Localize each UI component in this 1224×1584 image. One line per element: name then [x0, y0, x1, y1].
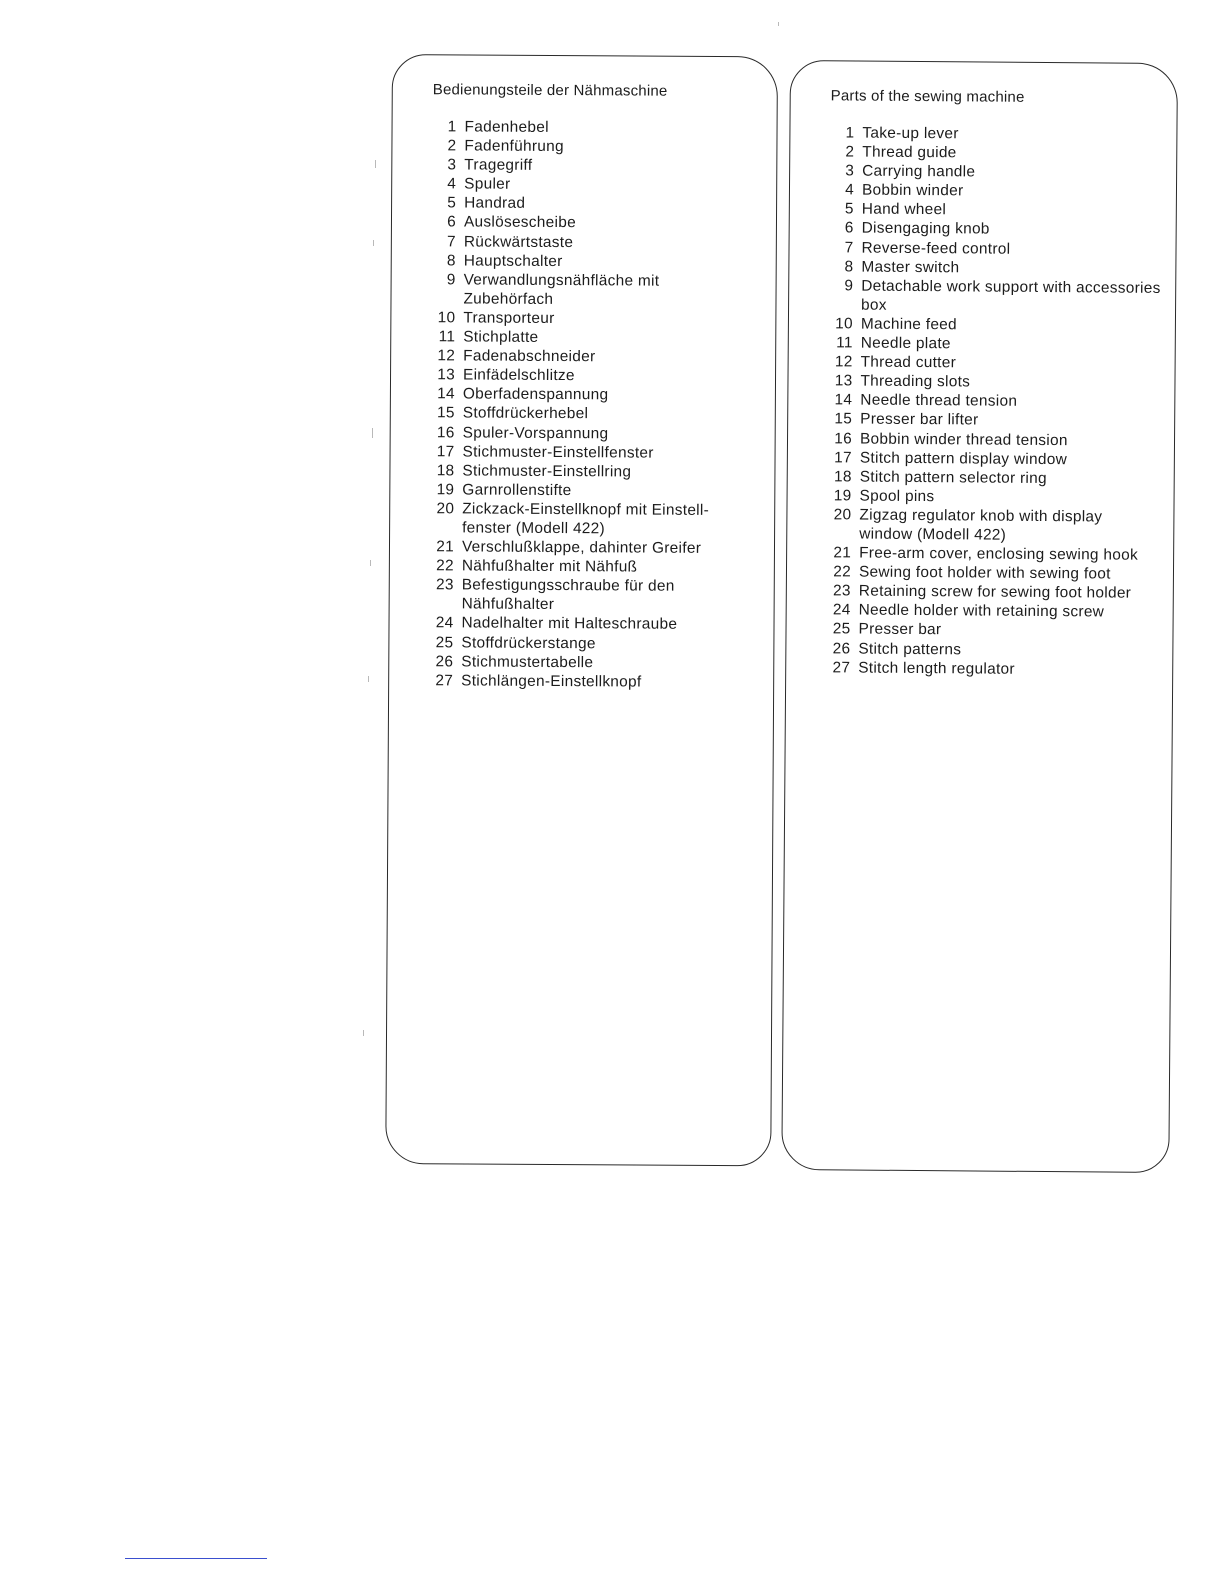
item-number: 21 — [833, 544, 852, 562]
item-label: Rückwärtstaste — [463, 233, 574, 251]
english-parts-item — [821, 562, 1159, 584]
item-label: Nadelhalter mit Halteschraube — [461, 614, 678, 634]
item-label: Spuler — [464, 175, 511, 194]
english-parts-item — [822, 410, 1160, 432]
german-parts-list — [423, 117, 754, 692]
german-parts-item — [425, 442, 753, 463]
item-label: Stitch pattern selector ring — [859, 468, 1047, 487]
item-label: Fadenführung — [464, 137, 564, 156]
item-number: 14 — [437, 385, 455, 403]
english-parts-item — [822, 467, 1160, 489]
german-parts-item — [426, 136, 754, 157]
item-label: Stoffdrückerstange — [461, 633, 596, 652]
english-parts-panel — [781, 60, 1178, 1173]
german-parts-item — [423, 671, 751, 692]
item-label: Threading slots — [860, 372, 971, 391]
item-number: 19 — [436, 481, 455, 499]
item-label: Spool pins — [859, 487, 935, 505]
item-number: 20 — [833, 506, 852, 524]
english-panel-title: Parts of the sewing machine — [830, 87, 1025, 106]
item-label: Garnrollenstifte — [462, 481, 572, 499]
english-parts-item — [821, 601, 1159, 623]
item-label: Oberfadenspannung — [462, 385, 609, 404]
english-parts-item — [822, 448, 1160, 470]
item-number: 5 — [447, 194, 457, 212]
german-parts-item — [423, 652, 751, 673]
item-label: Transporteur — [463, 309, 555, 327]
item-label: Zigzag regulator knob with display window (Modell 422) — [859, 506, 1103, 544]
item-number: 15 — [834, 410, 853, 428]
english-parts-item — [824, 142, 1162, 164]
item-number: 25 — [832, 620, 851, 638]
item-number: 5 — [844, 200, 854, 218]
scan-speck — [368, 676, 369, 682]
item-number: 9 — [844, 277, 854, 295]
item-number: 21 — [436, 538, 455, 556]
item-number: 3 — [845, 162, 855, 180]
item-label: Presser bar lifter — [860, 410, 979, 429]
item-label: Bobbin winder — [861, 181, 964, 200]
english-parts-item — [823, 333, 1161, 355]
item-label: Retaining screw for sewing foot holder — [858, 582, 1132, 602]
item-label: Stitch patterns — [858, 640, 962, 658]
scan-speck — [363, 1030, 364, 1036]
german-parts-item — [423, 633, 751, 654]
item-label: Nähfußhalter mit Nähfuß — [461, 557, 638, 576]
german-parts-item — [426, 251, 754, 272]
german-parts-item — [425, 327, 753, 348]
item-number: 23 — [435, 576, 454, 594]
english-parts-item — [824, 200, 1162, 222]
item-number: 14 — [834, 391, 853, 409]
german-parts-item — [425, 404, 753, 425]
item-label: Verwandlungsnähfläche mit Zubehörfach — [463, 271, 660, 308]
item-number: 6 — [844, 219, 854, 237]
item-label: Sewing foot holder with sewing foot — [858, 563, 1111, 583]
german-parts-item — [425, 385, 753, 406]
item-number: 22 — [833, 563, 852, 581]
item-number: 4 — [845, 181, 855, 199]
item-number: 25 — [435, 633, 454, 651]
item-number: 22 — [436, 557, 454, 575]
german-parts-item — [426, 232, 754, 253]
scan-speck — [370, 560, 371, 566]
item-number: 26 — [832, 639, 851, 658]
item-label: Carrying handle — [862, 162, 976, 181]
item-number: 18 — [833, 468, 852, 486]
english-parts-item — [823, 276, 1161, 317]
english-parts-item — [824, 219, 1162, 241]
item-number: 16 — [436, 423, 455, 441]
item-label: Free-arm cover, enclosing sewing hook — [859, 544, 1139, 564]
item-number: 23 — [833, 582, 851, 600]
item-number: 8 — [446, 251, 456, 270]
item-label: Stitch length regulator — [858, 659, 1015, 678]
item-label: Stichmustertabelle — [461, 653, 594, 671]
item-label: Thread cutter — [860, 353, 957, 372]
item-number: 13 — [834, 372, 853, 390]
english-parts-item — [821, 582, 1159, 604]
german-parts-item — [424, 575, 752, 615]
english-parts-item — [824, 181, 1162, 203]
item-label: Hand wheel — [861, 200, 947, 219]
item-number: 1 — [845, 124, 855, 142]
item-label: Master switch — [861, 258, 960, 276]
german-parts-item — [424, 499, 752, 539]
item-number: 19 — [833, 487, 852, 505]
item-number: 20 — [436, 500, 455, 518]
german-panel-title: Bedienungsteile der Nähmaschine — [432, 81, 668, 100]
german-parts-item — [424, 461, 752, 482]
german-parts-item — [424, 537, 752, 558]
item-label: Reverse-feed control — [861, 239, 1011, 258]
german-parts-item — [424, 556, 752, 577]
english-parts-item — [823, 314, 1161, 336]
english-parts-item — [823, 238, 1161, 260]
item-label: Stichmuster-Einstellfenster — [462, 443, 654, 462]
scan-speck — [373, 240, 374, 246]
item-label: Spuler-Vorspannung — [462, 423, 609, 442]
item-label: Verschlußklappe, dahinter Greifer — [461, 538, 702, 557]
item-label: Einfädelschlitze — [462, 366, 575, 385]
item-label: Zickzack-Einstellknopf mit Einstell-fenster (Modell 422) — [462, 500, 710, 538]
item-label: Fadenhebel — [464, 118, 549, 136]
english-parts-item — [820, 620, 1158, 642]
item-label: Needle plate — [860, 334, 951, 353]
english-parts-item — [822, 429, 1160, 451]
english-parts-item — [821, 505, 1159, 546]
item-number: 3 — [447, 156, 457, 174]
scan-speck — [375, 160, 376, 168]
item-label: Stichlängen-Einstellknopf — [461, 672, 642, 691]
item-label: Needle holder with retaining screw — [858, 601, 1105, 621]
item-label: Thread guide — [862, 143, 957, 162]
item-label: Fadenabschneider — [463, 347, 596, 366]
item-number: 8 — [844, 258, 854, 276]
footer-rule — [125, 1558, 267, 1559]
item-label: Detachable work support with accessories box — [861, 277, 1161, 314]
item-label: Tragegriff — [464, 156, 533, 175]
item-label: Needle thread tension — [860, 391, 1018, 411]
german-parts-item — [424, 480, 752, 501]
english-parts-item — [820, 639, 1158, 661]
item-label: Stichplatte — [463, 328, 539, 346]
item-number: 17 — [834, 448, 852, 467]
item-number: 4 — [447, 175, 457, 193]
german-parts-item — [425, 270, 753, 310]
german-parts-panel — [385, 54, 778, 1166]
item-number: 1 — [447, 118, 457, 136]
item-number: 27 — [832, 658, 851, 677]
english-parts-item — [823, 352, 1161, 374]
item-number: 27 — [435, 671, 454, 690]
english-parts-list — [820, 123, 1162, 679]
item-number: 12 — [437, 347, 456, 365]
item-number: 12 — [834, 353, 853, 371]
english-parts-item — [821, 543, 1159, 565]
item-number: 7 — [446, 232, 456, 250]
german-parts-item — [423, 614, 751, 635]
item-number: 16 — [834, 429, 853, 447]
item-label: Hauptschalter — [463, 252, 563, 270]
item-number: 7 — [844, 238, 854, 257]
english-parts-item — [822, 391, 1160, 413]
item-number: 17 — [436, 442, 455, 460]
item-label: Machine feed — [860, 315, 958, 334]
german-parts-item — [425, 365, 753, 386]
english-parts-item — [820, 658, 1158, 680]
german-parts-item — [425, 308, 753, 329]
german-parts-item — [426, 117, 754, 138]
german-parts-item — [426, 213, 754, 234]
item-number: 2 — [845, 143, 855, 161]
item-number: 13 — [437, 366, 456, 384]
english-parts-item — [822, 371, 1160, 393]
scan-speck — [778, 22, 779, 26]
item-label: Disengaging knob — [861, 220, 990, 239]
item-label: Stoffdrückerhebel — [462, 404, 589, 423]
item-label: Stitch pattern display window — [859, 449, 1068, 468]
item-number: 24 — [832, 601, 851, 619]
item-label: Take-up lever — [862, 124, 959, 143]
item-number: 26 — [435, 652, 454, 671]
german-parts-item — [426, 155, 754, 176]
english-parts-item — [824, 123, 1162, 145]
german-parts-item — [426, 174, 754, 195]
item-number: 24 — [435, 614, 454, 632]
item-label: Handrad — [464, 194, 526, 213]
english-parts-item — [824, 161, 1162, 183]
item-number: 2 — [447, 137, 457, 155]
item-number: 9 — [446, 271, 456, 289]
item-number: 11 — [836, 334, 853, 352]
item-number: 11 — [438, 328, 456, 346]
item-label: Befestigungsschraube für den Nähfußhalter — [461, 576, 675, 614]
item-label: Presser bar — [858, 620, 942, 639]
item-label: Bobbin winder thread tension — [859, 430, 1068, 449]
german-parts-item — [426, 194, 754, 215]
item-number: 6 — [447, 213, 457, 231]
german-parts-item — [425, 423, 753, 444]
item-number: 15 — [437, 404, 455, 422]
scan-speck — [372, 428, 373, 438]
german-parts-item — [425, 346, 753, 367]
item-number: 10 — [437, 309, 456, 327]
english-parts-item — [822, 486, 1160, 508]
english-parts-item — [823, 257, 1161, 279]
item-label: Stichmuster-Einstellring — [462, 462, 632, 481]
item-number: 18 — [436, 461, 455, 480]
item-label: Auslösescheibe — [463, 213, 577, 232]
item-number: 10 — [835, 315, 853, 333]
